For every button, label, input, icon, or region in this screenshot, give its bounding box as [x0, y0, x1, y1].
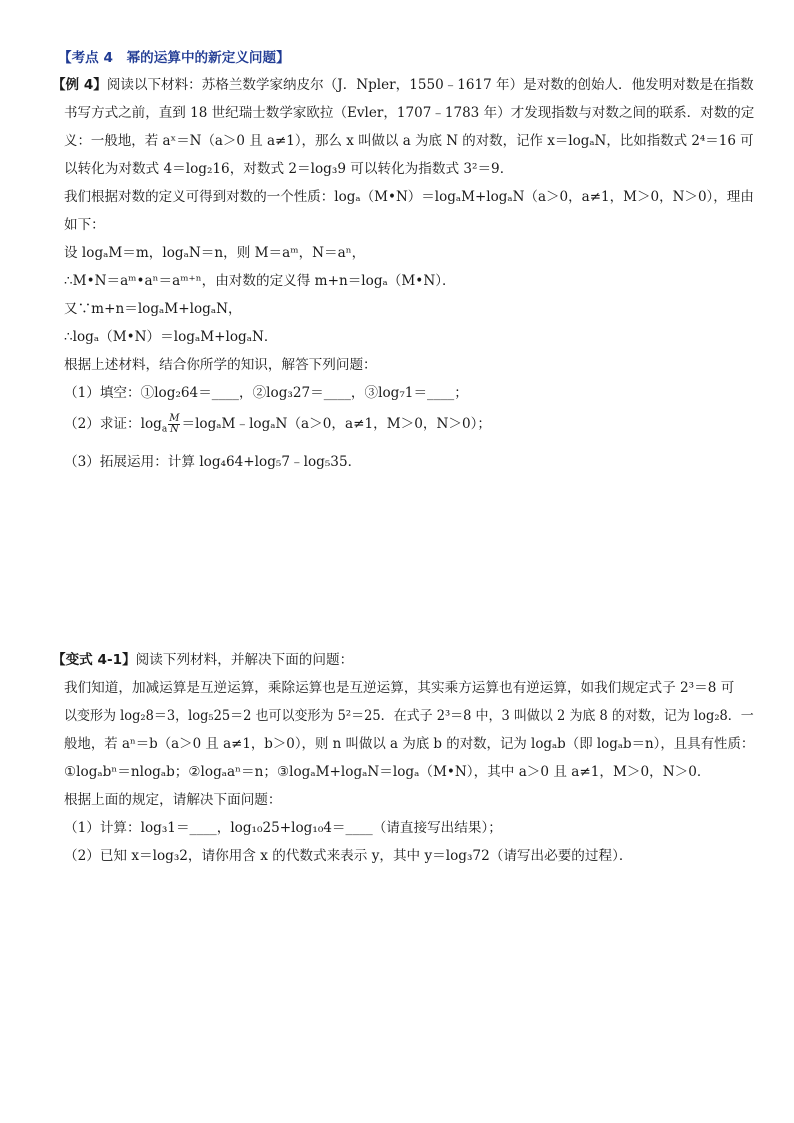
fraction-m-over-n — [168, 414, 180, 435]
variant-line-2: 以变形为 log₂8＝3，log₅25＝2 也可以变形为 5²＝25．在式子 2³＝8 中，3 叫做以 2 为底 8 的对数，记为 log₂8．一 — [64, 708, 754, 724]
variant-tag: 【变式 4-1】 — [52, 652, 136, 668]
example-tag: 【例 4】 — [52, 77, 107, 93]
example-line-11: 根据上述材料，结合你所学的知识，解答下列问题： — [64, 357, 377, 373]
question-3: （3）拓展运用：计算 log₄64+log₅7﹣log₅35． — [64, 454, 362, 470]
section-heading: 【考点 4 幂的运算中的新定义问题】 — [58, 50, 290, 66]
example-line-8: ∴M•N＝aᵐ•aⁿ＝aᵐ⁺ⁿ，由对数的定义得 m+n＝logₐ（M•N）． — [64, 273, 456, 289]
variant-line-5: 根据上面的规定，请解决下面问题： — [64, 792, 282, 808]
question-2-base: a — [161, 424, 168, 435]
example-line-10: ∴logₐ（M•N）＝logₐM+logₐN． — [64, 329, 278, 345]
fraction-denominator: N — [169, 424, 179, 435]
example-line-6: 如下： — [64, 217, 105, 233]
example-text: 阅读以下材料：苏格兰数学家纳皮尔（J．Npler，1550﹣1617 年）是对数的创始人．他发明对数是在指数 — [106, 77, 754, 93]
example-line-1 — [52, 75, 754, 95]
example-line-4: 以转化为对数式 4＝log₂16，对数式 2＝log₃9 可以转化为指数式 3²＝9． — [64, 161, 514, 177]
fraction-numerator: M — [169, 413, 180, 424]
variant-question-2: （2）已知 x＝log₃2，请你用含 x 的代数式来表示 y，其中 y＝log₃72（请写出必要的过程）． — [64, 848, 633, 864]
variant-line-3: 般地，若 aⁿ＝b（a＞0 且 a≠1，b＞0），则 n 叫做以 a 为底 b 的对数，记为 logₐb（即 logₐb＝n），且具有性质： — [64, 736, 755, 752]
example-line-5: 我们根据对数的定义可得到对数的一个性质：logₐ（M•N）＝logₐM+logₐN（a＞0，a≠1，M＞0，N＞0），理由 — [64, 189, 754, 205]
variant-line-intro — [52, 650, 353, 670]
variant-intro: 阅读下列材料，并解决下面的问题： — [135, 652, 354, 668]
example-line-2: 书写方式之前，直到 18 世纪瑞士数学家欧拉（Evler，1707﹣1783 年）才发现指数与对数之间的联系．对数的定 — [64, 105, 755, 121]
example-line-7: 设 logₐM＝m，logₐN＝n，则 M＝aᵐ，N＝aⁿ， — [64, 245, 366, 261]
example-line-3: 义：一般地，若 aˣ＝N（a＞0 且 a≠1），那么 x 叫做以 a 为底 N 的对数，记作 x＝logₐN，比如指数式 2⁴＝16 可 — [64, 133, 754, 149]
variant-question-1: （1）计算：log₃1＝____，log₁₀25+log₁₀4＝____（请直接写出结果）； — [64, 820, 502, 836]
variant-line-4: ①logₐbⁿ＝nlogₐb；②logₐaⁿ＝n；③logₐM+logₐN＝logₐ（M•N），其中 a＞0 且 a≠1，M＞0，N＞0． — [64, 764, 711, 780]
question-2 — [64, 414, 491, 440]
example-line-9: 又∵m+n＝logₐM+logₐN， — [64, 301, 242, 317]
question-2-rest: ＝logₐM﹣logₐN（a＞0，a≠1，M＞0，N＞0）； — [181, 416, 491, 432]
variant-line-1: 我们知道，加减运算是互逆运算，乘除运算也是互逆运算，其实乘方运算也有逆运算，如我们规定式子 2³＝8 可 — [64, 680, 735, 696]
question-2-prefix: （2）求证：log — [64, 416, 162, 432]
question-1: （1）填空：①log₂64＝____，②log₃27＝____，③log₇1＝____； — [64, 385, 468, 401]
